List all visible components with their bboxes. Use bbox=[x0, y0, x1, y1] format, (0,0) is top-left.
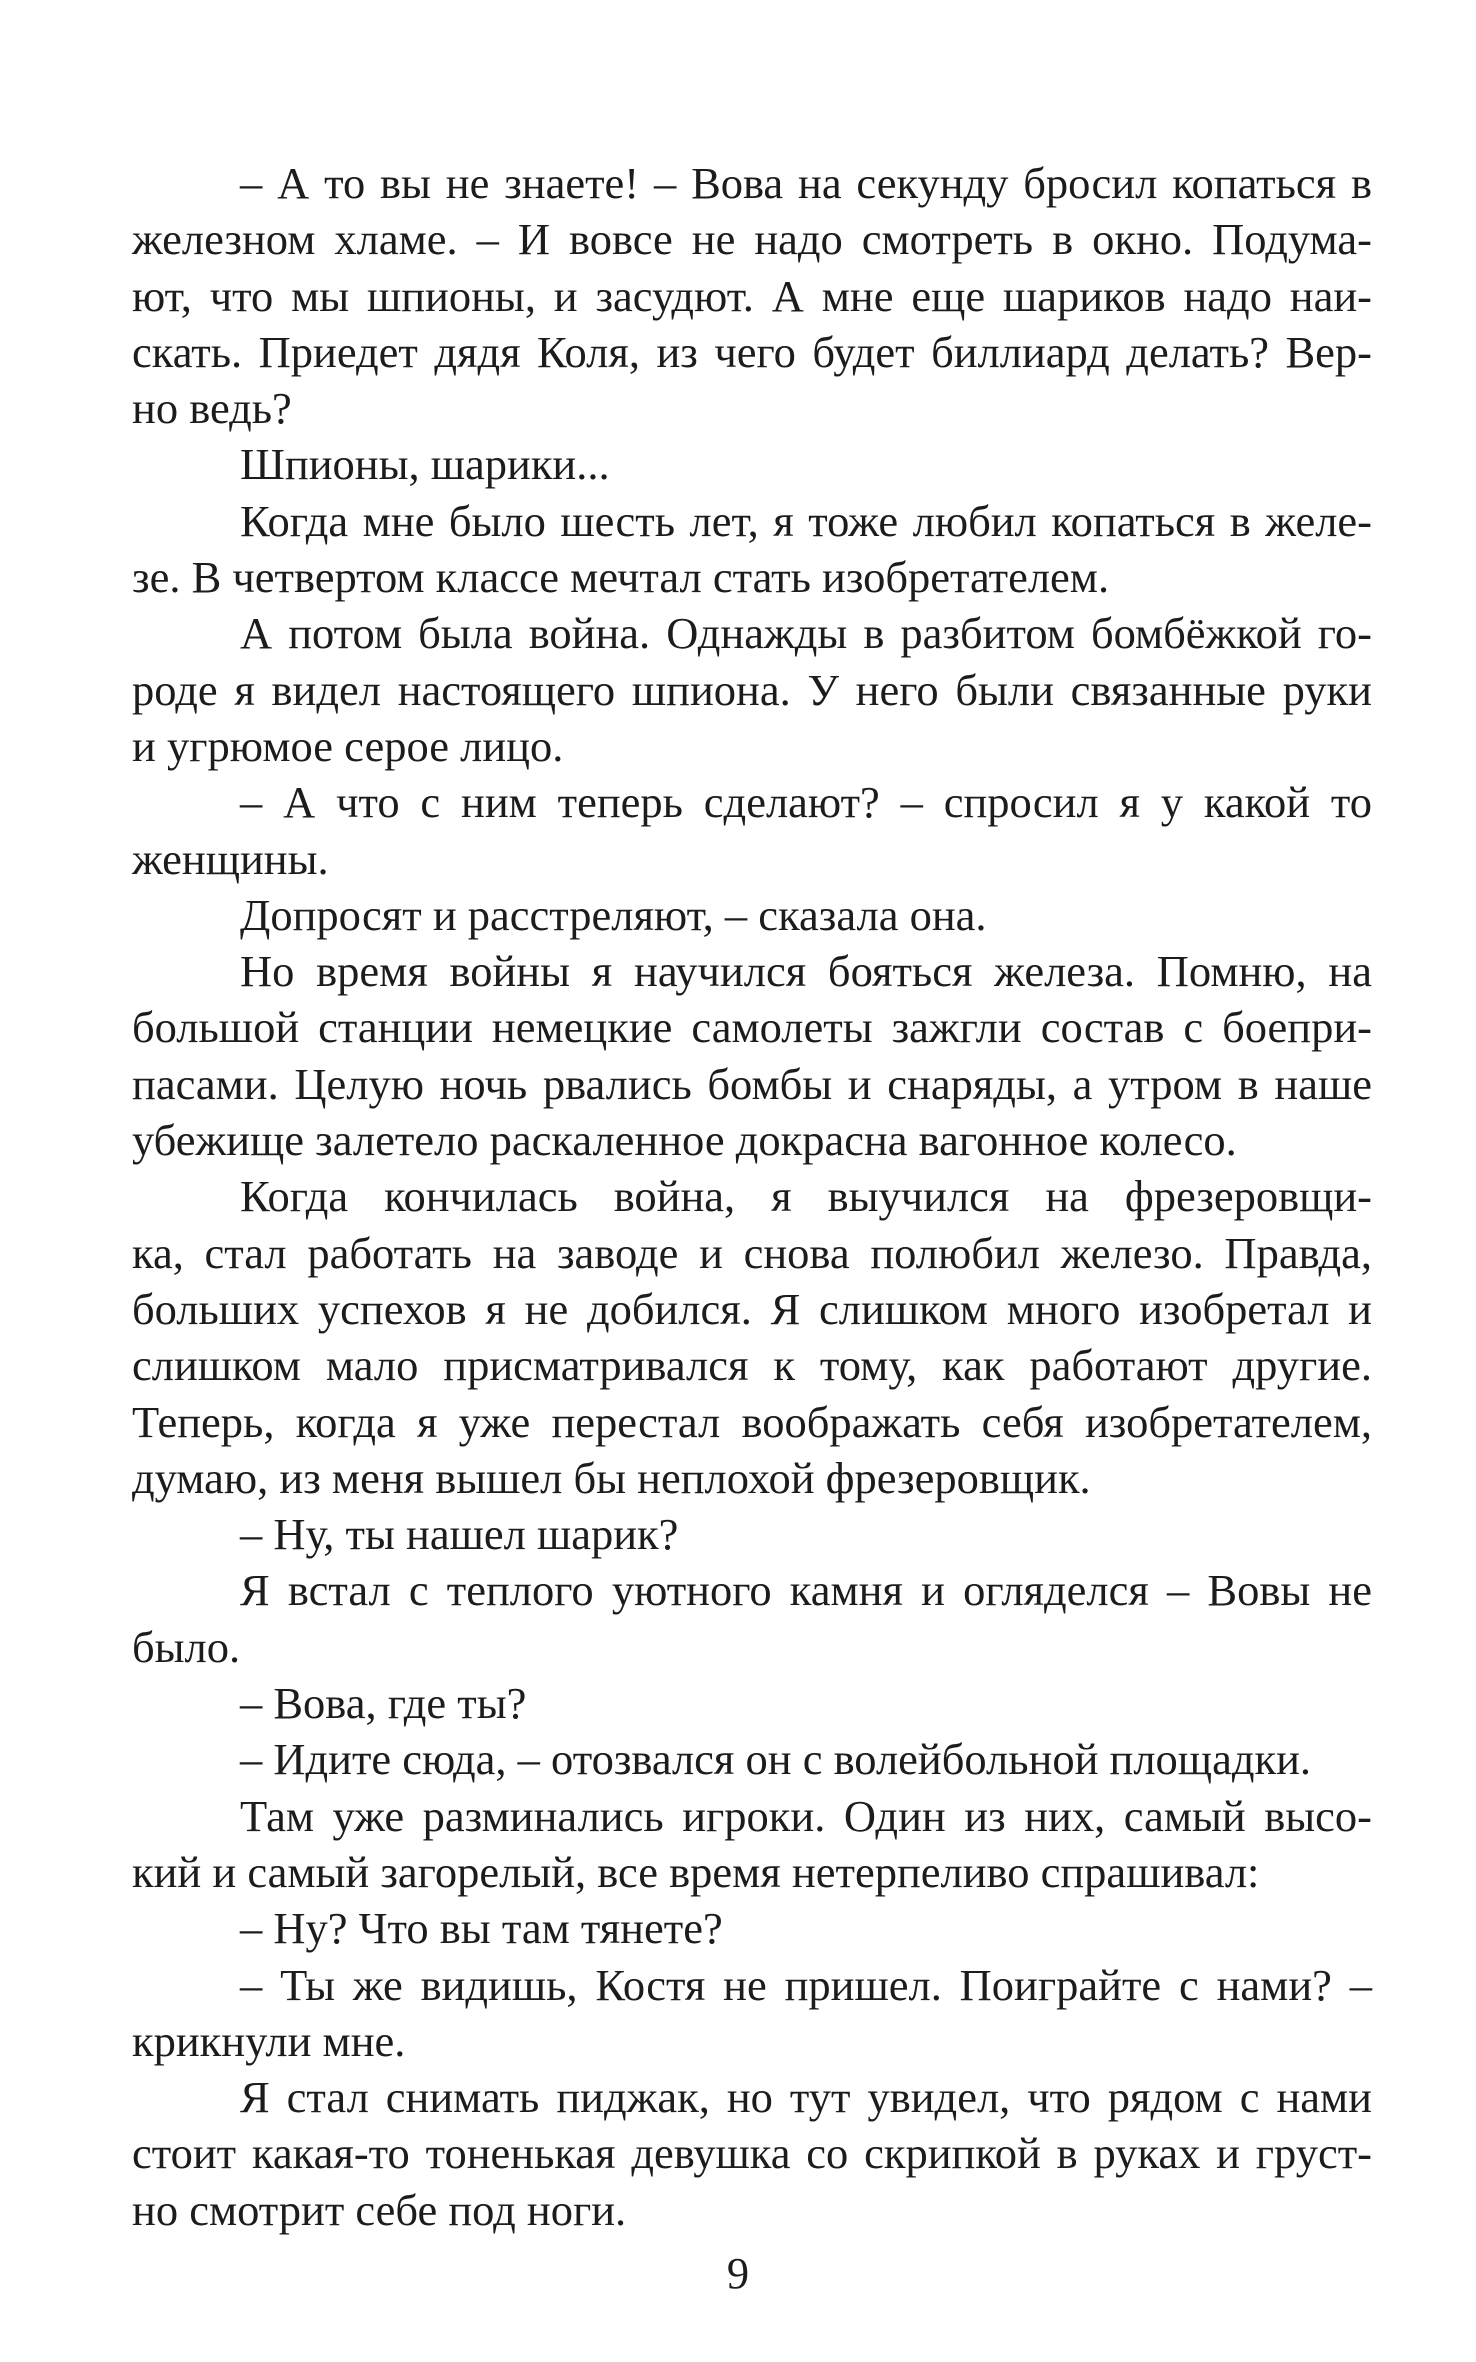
text-line: Когда кончилась война, я выучился на фрезеровщи- bbox=[240, 1171, 1372, 1222]
text-line: ют, что мы шпионы, и засудют. А мне еще шариков надо наи- bbox=[132, 270, 1372, 321]
text-line: Шпионы, шарики... bbox=[240, 439, 610, 490]
text-line: кий и самый загорелый, все время нетерпеливо спрашивал: bbox=[132, 1846, 1260, 1897]
text-line: – Идите сюда, – отозвался он с волейбольной площадки. bbox=[240, 1734, 1312, 1785]
text-line: стоит какая-то тоненькая девушка со скрипкой в руках и груст- bbox=[132, 2128, 1372, 2179]
text-line: но смотрит себе под ноги. bbox=[132, 2184, 627, 2235]
text-line: было. bbox=[132, 1621, 241, 1672]
text-line: Я встал с теплого уютного камня и огляделся – Вовы не bbox=[240, 1565, 1372, 1616]
text-line: Допросят и расстреляют, – сказала она. bbox=[240, 889, 987, 940]
text-line: большой станции немецкие самолеты зажгли состав с боепри- bbox=[132, 1002, 1372, 1053]
text-line: женщины. bbox=[132, 833, 329, 884]
text-line: думаю, из меня вышел бы неплохой фрезеровщик. bbox=[132, 1452, 1091, 1503]
text-line: скать. Приедет дядя Коля, из чего будет биллиард делать? Вер- bbox=[132, 326, 1372, 377]
text-line: – А то вы не знаете! – Вова на секунду бросил копаться в bbox=[240, 158, 1372, 208]
text-line: крикнули мне. bbox=[132, 2015, 406, 2066]
text-line: но ведь? bbox=[132, 383, 292, 434]
text-line: роде я видел настоящего шпиона. У него были связанные руки bbox=[132, 664, 1372, 715]
body-text bbox=[132, 155, 1372, 2238]
text-line: Но время войны я научился бояться железа. Помню, на bbox=[240, 946, 1372, 997]
text-line: – Вова, где ты? bbox=[240, 1678, 527, 1729]
text-line: – Ты же видишь, Костя не пришел. Поиграйте с нами? – bbox=[240, 1959, 1372, 2010]
text-line: Когда мне было шесть лет, я тоже любил копаться в желе- bbox=[240, 495, 1372, 546]
text-line: А потом была война. Однажды в разбитом бомбёжкой го- bbox=[240, 608, 1372, 659]
text-line: – Ну, ты нашел шарик? bbox=[240, 1509, 679, 1560]
text-line: и угрюмое серое лицо. bbox=[132, 720, 564, 771]
text-line: убежище залетело раскаленное докрасна вагонное колесо. bbox=[132, 1115, 1237, 1166]
text-line: ка, стал работать на заводе и снова полюбил железо. Правда, bbox=[132, 1227, 1372, 1278]
text-line: слишком мало присматривался к тому, как работают другие. bbox=[132, 1340, 1372, 1391]
text-line: больших успехов я не добился. Я слишком много изобретал и bbox=[132, 1283, 1372, 1334]
text-line: пасами. Целую ночь рвались бомбы и снаряды, а утром в наше bbox=[132, 1058, 1372, 1109]
page-number: 9 bbox=[726, 2248, 750, 2298]
text-line: – А что с ним теперь сделают? – спросил я у какой то bbox=[240, 777, 1372, 828]
text-line: зе. В четвертом классе мечтал стать изобретателем. bbox=[132, 552, 1110, 603]
text-line: Там уже разминались игроки. Один из них, самый высо- bbox=[240, 1790, 1372, 1841]
text-line: Я стал снимать пиджак, но тут увидел, что рядом с нами bbox=[240, 2072, 1372, 2123]
text-line: Теперь, когда я уже перестал воображать себя изобретателем, bbox=[132, 1396, 1372, 1447]
text-line: железном хламе. – И вовсе не надо смотреть в окно. Подума- bbox=[132, 214, 1372, 265]
text-line: – Ну? Что вы там тянете? bbox=[240, 1903, 723, 1954]
